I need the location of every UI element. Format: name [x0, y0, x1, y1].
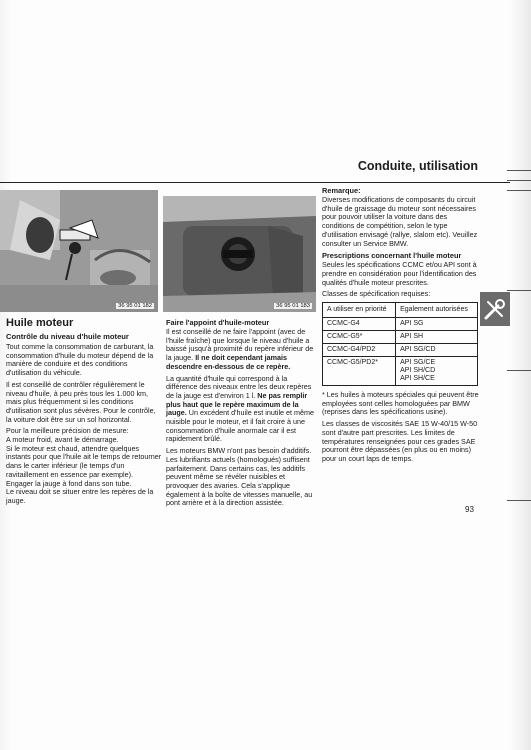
photo-reference: 36 95 01 182	[118, 303, 152, 309]
table-cell: API SG/CE API SH/CD API SH/CE	[396, 357, 478, 386]
photo-reference: 36 95 01 183	[276, 303, 310, 309]
table-cell: API SG/CD	[396, 344, 478, 357]
paragraph: Il est conseillé de contrôler régulièrement le niveau d'huile, à peu près tous les 1.000 km, mais plus fréquemment si les conditions d'utilisation sont plus sévères. Pour le contrôle, la voiture doit être sur un sol horizontal.	[6, 379, 156, 424]
table-header-cell: Egalement autorisées	[396, 303, 478, 318]
paragraph: Seules les spécifications CCMC et/ou API sont à prendre en considération pour l'identification des qualités d'huile moteur prescrites.	[322, 260, 477, 287]
paragraph: Les moteurs BMW n'ont pas besoin d'additifs. Les lubrifiants actuels (homologués) suffisent parfaitement. Dans certains cas, les additifs peuvent même se révéler nuisibles et provoquer des avaries. Cela s'applique également à la boîte de vitesses manuelle, au pont arrière et à la direction assistée.	[166, 446, 313, 508]
page-number: 93	[465, 505, 474, 514]
header-rule	[0, 182, 510, 183]
paragraph: Les classes de viscosités SAE 15 W-40/15 W-50 sont d'autre part prescrites. Les limites de températures renseignées pour ces grades SAE pourront être dépassées (en plus ou en moins) pour un court laps de temps.	[322, 419, 478, 463]
paragraph: A moteur froid, avant le démarrage.	[6, 435, 119, 445]
oil-topup-column	[166, 318, 316, 511]
section-header	[0, 157, 510, 183]
paragraph	[166, 328, 316, 372]
oil-filler-illustration	[163, 196, 316, 312]
table-cell: API SG	[396, 318, 478, 331]
subsection-heading: Prescriptions concernant l'huile moteur	[322, 251, 462, 261]
engine-oil-column	[6, 317, 162, 509]
warning-text: Il ne doit cependant jamais descendre en-dessous de ce repère.	[166, 353, 291, 371]
table-cell: CCMC-G4	[323, 318, 396, 331]
page-edge-lines	[507, 170, 531, 530]
subsection-heading: Contrôle du niveau d'huile moteur	[6, 332, 129, 341]
table-cell: CCMC-G4/PD2	[323, 344, 396, 357]
subsection-heading: Faire l'appoint d'huile-moteur	[166, 318, 270, 327]
paragraph	[166, 375, 316, 445]
table-row	[323, 357, 478, 386]
paragraph: Le niveau doit se situer entre les repères de la jauge.	[6, 487, 154, 505]
oil-spec-table	[322, 302, 478, 386]
paragraph: Si le moteur est chaud, attendre quelques instants pour que l'huile ait le temps de retourner dans le carter inférieur (le temps d'un ravitaillement en essence par exemple).	[6, 443, 162, 479]
paragraph: Classes de spécification requises:	[322, 289, 431, 299]
text-run: Un excédent d'huile est inutile et même nuisible pour le moteur, et il fait croire à une consommation d'huile anormale car il est rapidement brûlé.	[166, 408, 315, 444]
engine-dipstick-photo	[0, 190, 158, 312]
table-header-row	[323, 303, 478, 318]
footnote: * Les huiles à moteurs spéciales qui peuvent être employées sont celles homologuées par BMW (reprises dans les spécifications usine).	[322, 390, 479, 417]
engine-dipstick-illustration	[0, 190, 158, 312]
oil-specifications-column	[322, 186, 479, 467]
table-cell: CCMC-G5*	[323, 331, 396, 344]
warning-text: Ne pas remplir plus haut que le repère maximum de la jauge.	[166, 390, 308, 418]
paragraph: Tout comme la consommation de carburant, la consommation d'huile du moteur dépend de la manière de conduire et des conditions d'utilisation du véhicule.	[6, 342, 154, 378]
section-heading: Huile moteur	[6, 317, 74, 329]
paragraph: Engager la jauge à fond dans son tube.	[6, 478, 132, 488]
table-row	[323, 344, 478, 357]
table-header-cell: A utiliser en priorité	[323, 303, 396, 318]
wrench-icon	[480, 292, 510, 326]
paragraph: Diverses modifications de composants du circuit d'huile de graissage du moteur sont nécessaires pour pouvoir utiliser la voiture dans des conditions de compétition, selon le type d'utilisation envisagé (rallye, slalom etc). Veuillez consulter un Service BMW.	[322, 195, 478, 248]
oil-filler-cap-photo	[163, 196, 316, 312]
table-row	[323, 318, 478, 331]
table-cell: CCMC-G5/PD2*	[323, 357, 396, 386]
paragraph: Pour la meilleure précision de mesure:	[6, 426, 129, 436]
table-cell: API SH	[396, 331, 478, 344]
table-row	[323, 331, 478, 344]
section-title: Conduite, utilisation	[357, 159, 478, 173]
wrench-tab-icon	[480, 292, 510, 326]
text-run: Il est conseillé de ne faire l'appoint (avec de l'huile fraîche) que lorsque le niveau d'huile a baissé jusqu'à proximité du repère inférieur de la jauge.	[166, 327, 314, 363]
remark-heading: Remarque:	[322, 186, 361, 195]
text-run: La quantité d'huile qui correspond à la différence des niveaux entre les deux repères de la jauge est d'environ 1 l.	[166, 373, 312, 400]
